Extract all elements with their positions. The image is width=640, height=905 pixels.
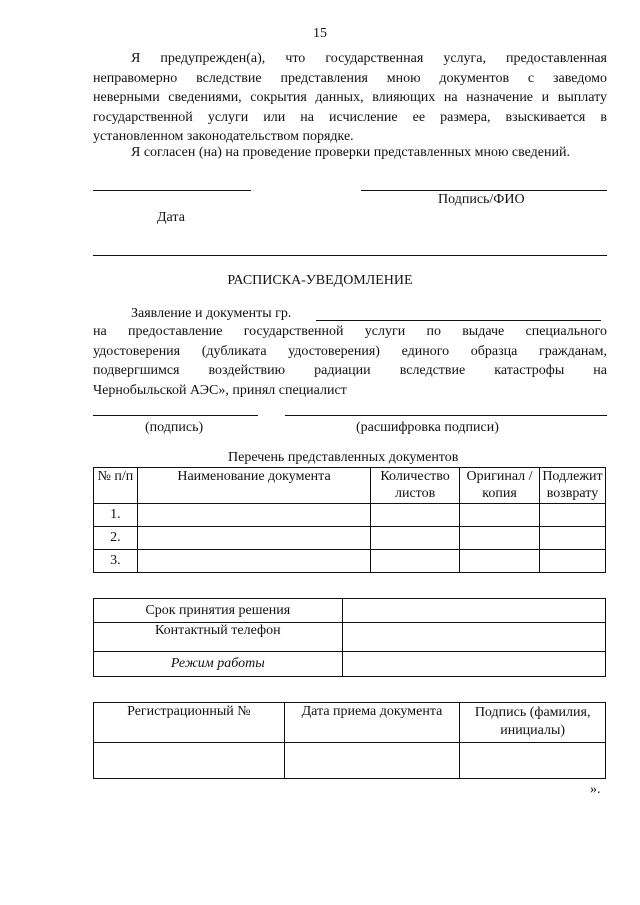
service-line: подвергшимся воздействию радиации вследствие катастрофы на xyxy=(93,363,607,378)
doc-list-title: Перечень представленных документов xyxy=(228,450,459,465)
registration-table xyxy=(93,702,606,779)
work-hours-label: Режим работы xyxy=(94,652,343,677)
decode-caption: (расшифровка подписи) xyxy=(356,420,499,435)
cell-return[interactable] xyxy=(539,550,605,573)
decision-term-value[interactable] xyxy=(342,599,605,623)
work-hours-value[interactable] xyxy=(342,652,605,677)
row-number: 1. xyxy=(94,504,138,527)
decision-term-label: Срок принятия решения xyxy=(94,599,343,623)
signature-line xyxy=(361,190,607,191)
cell-sheets[interactable] xyxy=(371,504,460,527)
warning-line: Я предупрежден(а), что государственная услуга, предоставленная xyxy=(131,51,607,66)
info-row xyxy=(94,623,606,652)
reg-number-cell[interactable] xyxy=(94,743,285,779)
warning-line: неправомерно вследствие представления мною документов с заведомо xyxy=(93,70,607,86)
table-row xyxy=(94,743,606,779)
table-row xyxy=(94,527,606,550)
service-line: Чернобыльской АЭС», принял специалист xyxy=(93,382,347,398)
closing-quote: ». xyxy=(590,782,601,797)
specialist-decode-line xyxy=(285,415,607,416)
info-table xyxy=(93,598,606,677)
service-paragraph xyxy=(93,322,607,400)
sign-caption: (подпись) xyxy=(145,420,204,435)
reg-signature-header: Подпись (фамилия, инициалы) xyxy=(460,703,606,743)
col-original-header: Оригинал /копия xyxy=(460,468,540,504)
page-number: 15 xyxy=(313,26,327,41)
col-sheets-header: Количество листов xyxy=(371,468,460,504)
cell-original[interactable] xyxy=(460,527,540,550)
cell-sheets[interactable] xyxy=(371,550,460,573)
cell-original[interactable] xyxy=(460,504,540,527)
warning-line: государственной услуги или на исчисление ее размера, взыскивается в xyxy=(93,109,607,125)
table-row xyxy=(94,504,606,527)
applicant-name-line xyxy=(316,320,601,321)
signature-label: Подпись/ФИО xyxy=(438,192,525,207)
date-line xyxy=(93,190,251,191)
col-return-header: Подлежит возврату xyxy=(539,468,605,504)
date-label: Дата xyxy=(157,210,185,225)
warning-paragraph xyxy=(93,49,607,147)
reg-date-cell[interactable] xyxy=(284,743,460,779)
cell-doc-name[interactable] xyxy=(137,504,370,527)
cell-doc-name[interactable] xyxy=(137,527,370,550)
service-line: удостоверения (дубликата удостоверения) единого образца гражданам, xyxy=(93,343,607,359)
contact-phone-value[interactable] xyxy=(342,623,605,652)
registration-header-row xyxy=(94,703,606,743)
cell-return[interactable] xyxy=(539,527,605,550)
specialist-sign-line xyxy=(93,415,258,416)
warning-line: неверными сведениями, сокрытия данных, влияющих на назначение и выплату xyxy=(93,90,607,105)
contact-phone-label: Контактный телефон xyxy=(94,623,343,652)
reg-signature-cell[interactable] xyxy=(460,743,606,779)
documents-header-row xyxy=(94,468,606,504)
separator-line xyxy=(93,255,607,256)
reg-date-header: Дата приема документа xyxy=(284,703,460,743)
row-number: 2. xyxy=(94,527,138,550)
application-lead: Заявление и документы гр. xyxy=(131,306,292,321)
col-number-header: № п/п xyxy=(94,468,138,504)
warning-line: установленном законодательством порядке. xyxy=(93,129,354,144)
cell-sheets[interactable] xyxy=(371,527,460,550)
col-name-header: Наименование документа xyxy=(137,468,370,504)
service-line: на предоставление государственной услуги по выдаче специального xyxy=(93,324,607,339)
documents-table xyxy=(93,467,606,573)
receipt-title: РАСПИСКА-УВЕДОМЛЕНИЕ xyxy=(227,273,413,288)
cell-doc-name[interactable] xyxy=(137,550,370,573)
consent-statement: Я согласен (на) на проведение проверки представленных мною сведений. xyxy=(131,145,570,160)
cell-return[interactable] xyxy=(539,504,605,527)
info-row xyxy=(94,652,606,677)
info-row xyxy=(94,599,606,623)
cell-original[interactable] xyxy=(460,550,540,573)
reg-number-header: Регистрационный № xyxy=(94,703,285,743)
table-row xyxy=(94,550,606,573)
row-number: 3. xyxy=(94,550,138,573)
